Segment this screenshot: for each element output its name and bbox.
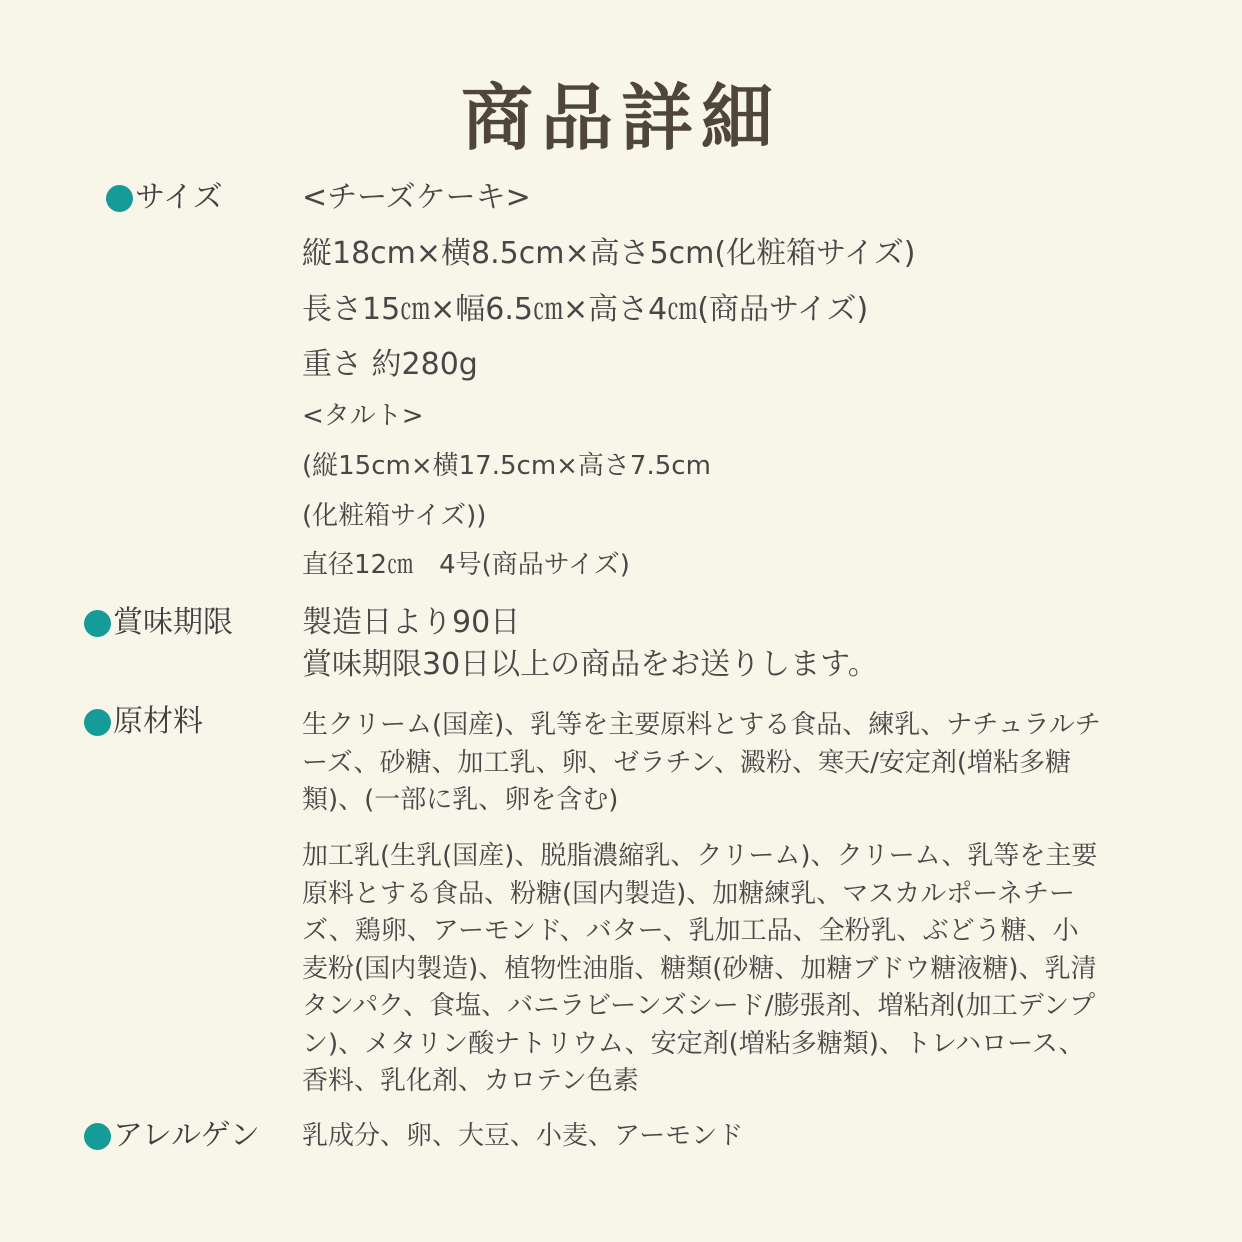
cheesecake-ingredients bbox=[302, 707, 1162, 820]
allergen-label bbox=[84, 1116, 260, 1156]
expiry-line1: 製造日より90日 bbox=[302, 605, 521, 640]
ingredients-line: 香料、乳化剤、カロテン色素 bbox=[302, 1066, 639, 1096]
ingredients-line: 加工乳(生乳(国産)、脱脂濃縮乳、クリーム)、クリーム、乳等を主要 bbox=[302, 841, 1098, 871]
bullet-dot-icon bbox=[84, 1123, 111, 1150]
ingredients-line: 生クリーム(国産)、乳等を主要原料とする食品、練乳、ナチュラルチ bbox=[302, 710, 1101, 740]
ingredients-line: タンパク、食塩、バニラビーンズシード/膨張剤、増粘剤(加工デンプ bbox=[302, 991, 1096, 1021]
cheesecake-heading: <チーズケーキ> bbox=[302, 180, 531, 215]
ingredients-label bbox=[84, 702, 203, 742]
tart-heading: <タルト> bbox=[302, 401, 424, 431]
expiry-label-text: 賞味期限 bbox=[113, 605, 233, 640]
ingredients-label-text: 原材料 bbox=[113, 704, 203, 739]
allergen-label-text: アレルゲン bbox=[113, 1118, 260, 1153]
bullet-dot-icon bbox=[84, 709, 111, 736]
page-title: 商品詳細 bbox=[460, 76, 781, 160]
tart-product-size: 直径12㎝ 4号(商品サイズ) bbox=[302, 550, 630, 580]
expiry-label bbox=[84, 603, 233, 643]
expiry-line2: 賞味期限30日以上の商品をお送りします。 bbox=[302, 647, 878, 682]
cheesecake-box-size: 縦18cm×横8.5cm×高さ5cm(化粧箱サイズ) bbox=[302, 236, 916, 271]
ingredients-line: ーズ、砂糖、加工乳、卵、ゼラチン、澱粉、寒天/安定剤(増粘多糖 bbox=[302, 747, 1072, 778]
ingredients-line: ン)、メタリン酸ナトリウム、安定剤(増粘多糖類)、トレハロース、 bbox=[302, 1028, 1085, 1059]
tart-box-size-line1: (縦15cm×横17.5cm×高さ7.5cm bbox=[302, 451, 711, 481]
ingredients-line: ズ、鶏卵、アーモンド、バター、乳加工品、全粉乳、ぶどう糖、小 bbox=[302, 916, 1079, 946]
bullet-dot-icon bbox=[106, 185, 133, 212]
tart-ingredients bbox=[302, 838, 1162, 1101]
bullet-dot-icon bbox=[84, 610, 111, 637]
size-label-text: サイズ bbox=[135, 180, 223, 215]
cheesecake-weight: 重さ 約280g bbox=[302, 347, 478, 382]
size-label bbox=[106, 178, 223, 218]
ingredients-line: 類)、(一部に乳、卵を含む) bbox=[302, 785, 619, 815]
ingredients-line: 原料とする食品、粉糖(国内製造)、加糖練乳、マスカルポーネチー bbox=[302, 878, 1075, 909]
cheesecake-product-size: 長さ15㎝×幅6.5㎝×高さ4㎝(商品サイズ) bbox=[302, 292, 869, 327]
ingredients-line: 麦粉(国内製造)、植物性油脂、糖類(砂糖、加糖ブドウ糖液糖)、乳清 bbox=[302, 953, 1097, 984]
tart-box-size-line2: (化粧箱サイズ)) bbox=[302, 501, 487, 531]
allergen-value: 乳成分、卵、大豆、小麦、アーモンド bbox=[302, 1121, 744, 1151]
